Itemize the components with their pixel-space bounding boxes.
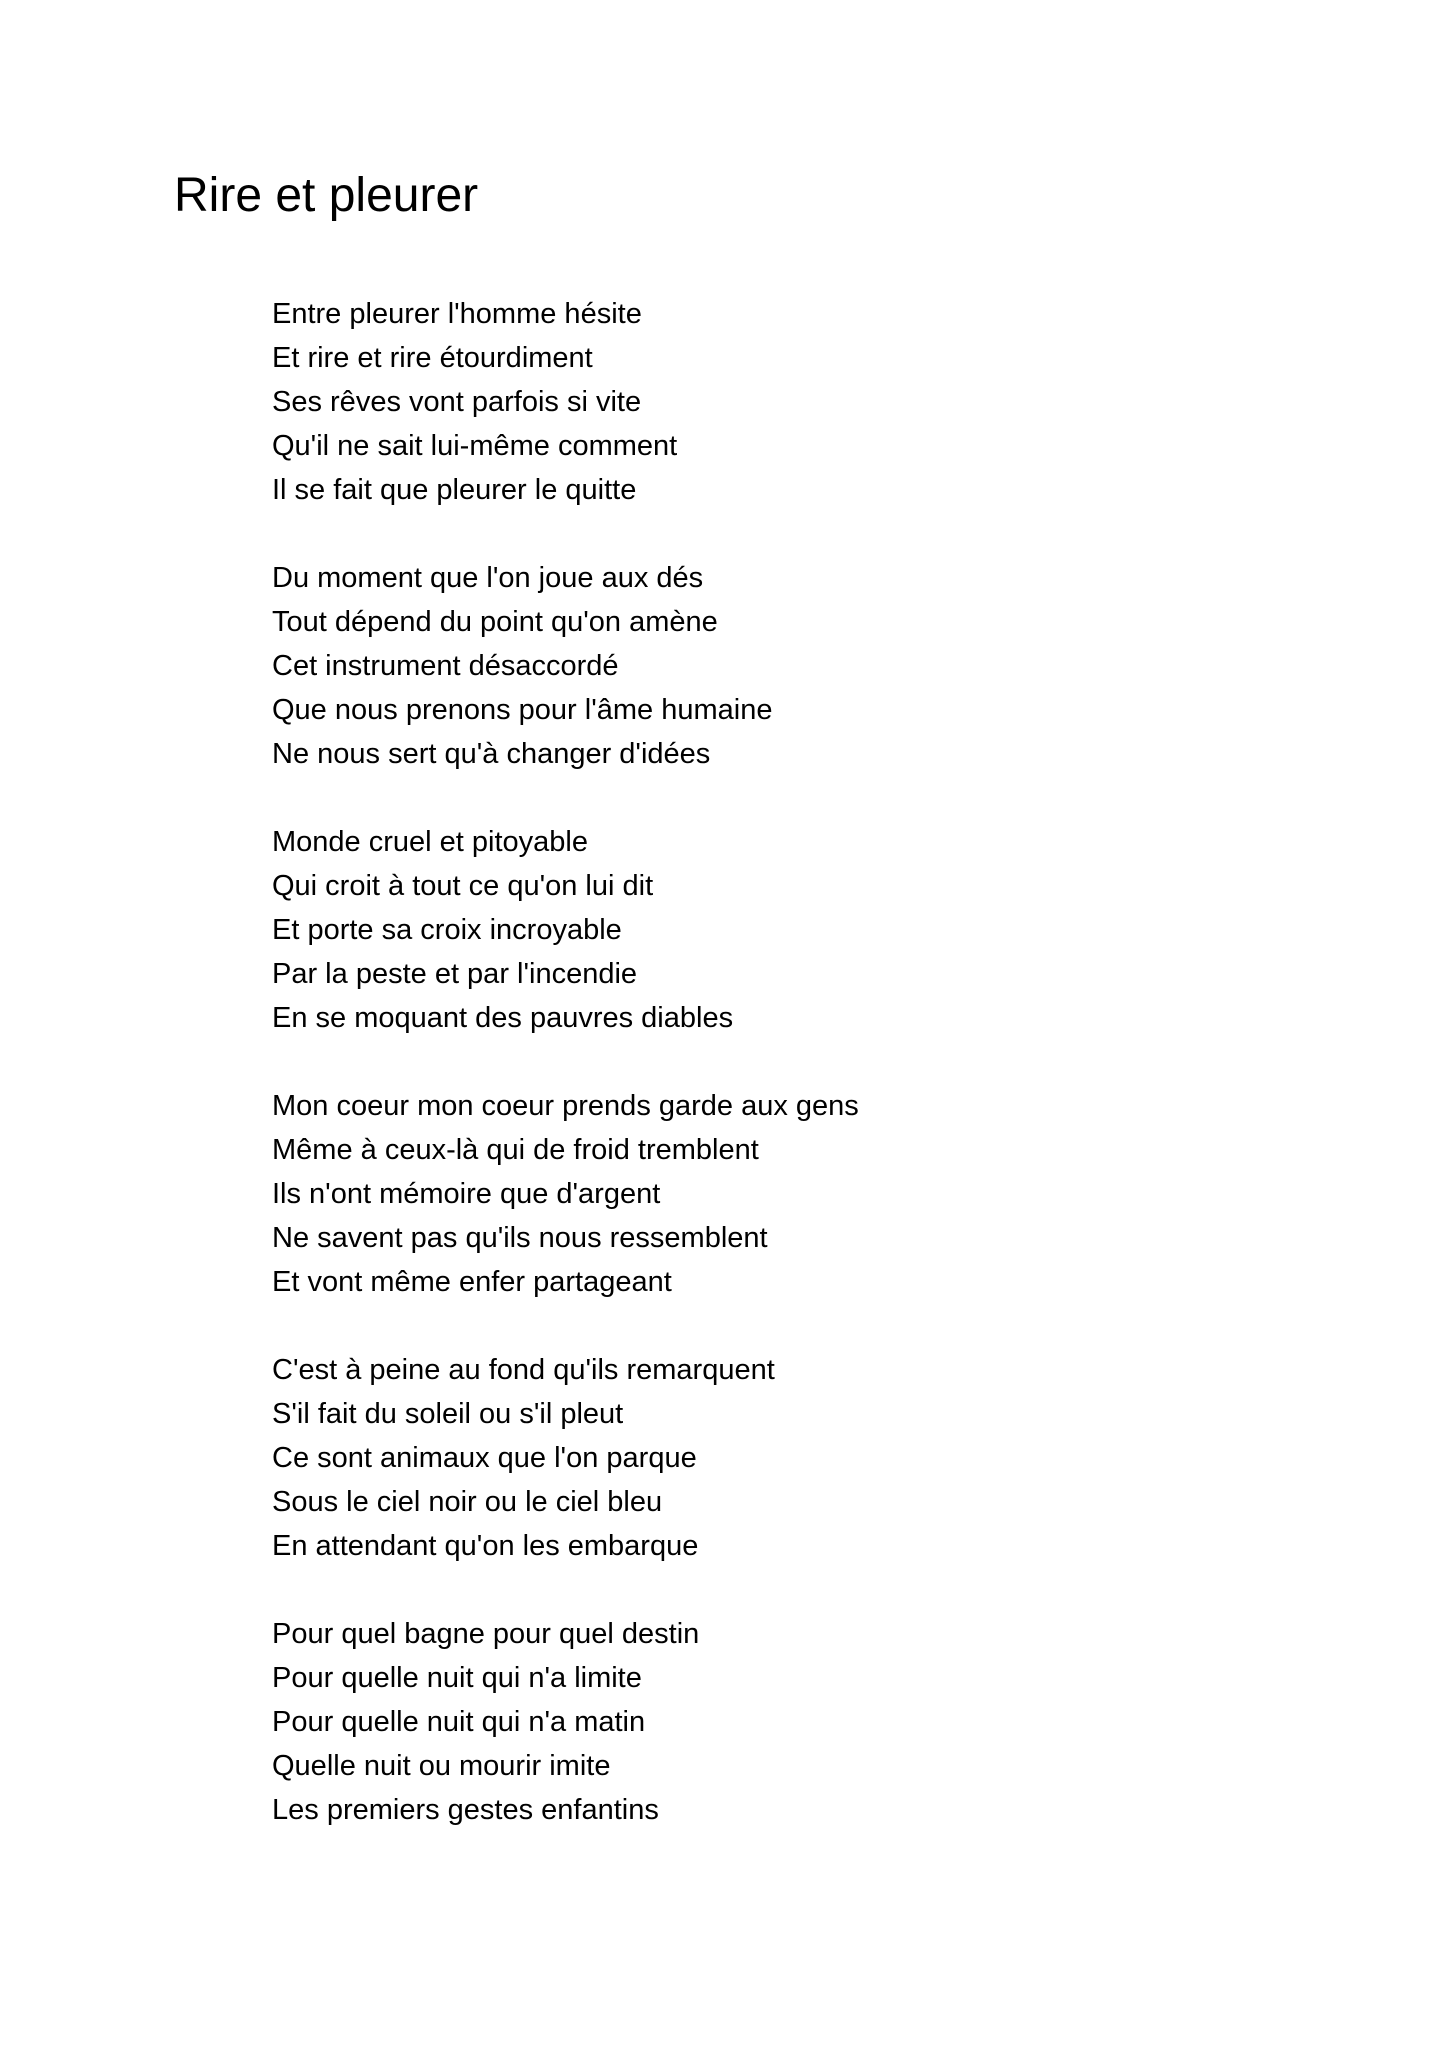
poem-line: Quelle nuit ou mourir imite [272,1750,611,1782]
poem-line: En attendant qu'on les embarque [272,1530,699,1562]
poem-line: Même à ceux-là qui de froid tremblent [272,1134,759,1166]
stanza-4 [272,1084,1372,1304]
poem-line: Ne savent pas qu'ils nous ressemblent [272,1222,768,1254]
poem-title: Rire et pleurer [174,169,479,222]
poem-line: Et vont même enfer partageant [272,1266,672,1298]
poem-line: C'est à peine au fond qu'ils remarquent [272,1354,775,1386]
stanza-1 [272,292,1372,512]
poem-line: Ne nous sert qu'à changer d'idées [272,738,711,770]
stanza-2 [272,556,1372,776]
poem-line: Cet instrument désaccordé [272,650,619,682]
poem-line: Mon coeur mon coeur prends garde aux gens [272,1090,859,1122]
poem-line: Qu'il ne sait lui-même comment [272,430,678,462]
poem-line: Par la peste et par l'incendie [272,958,638,990]
poem-line: Du moment que l'on joue aux dés [272,562,704,594]
poem-line: Pour quelle nuit qui n'a limite [272,1662,642,1694]
stanza-6 [272,1612,1372,1832]
poem-line: S'il fait du soleil ou s'il pleut [272,1398,624,1430]
poem-line: Entre pleurer l'homme hésite [272,298,642,330]
poem-line: Pour quelle nuit qui n'a matin [272,1706,646,1738]
poem-line: Ce sont animaux que l'on parque [272,1442,697,1474]
poem-line: Et rire et rire étourdiment [272,342,593,374]
poem-line: Pour quel bagne pour quel destin [272,1618,700,1650]
poem-line: Et porte sa croix incroyable [272,914,622,946]
poem-line: Que nous prenons pour l'âme humaine [272,694,773,726]
poem-line: Ses rêves vont parfois si vite [272,386,642,418]
stanza-5 [272,1348,1372,1568]
poem-line: Qui croit à tout ce qu'on lui dit [272,870,654,902]
poem-line: En se moquant des pauvres diables [272,1002,734,1034]
stanza-3 [272,820,1372,1040]
poem-line: Tout dépend du point qu'on amène [272,606,718,638]
poem-line: Monde cruel et pitoyable [272,826,588,858]
poem-line: Sous le ciel noir ou le ciel bleu [272,1486,663,1518]
poem-line: Il se fait que pleurer le quitte [272,474,637,506]
poem-body [272,292,1372,1876]
poem-line: Ils n'ont mémoire que d'argent [272,1178,661,1210]
poem-line: Les premiers gestes enfantins [272,1794,659,1826]
